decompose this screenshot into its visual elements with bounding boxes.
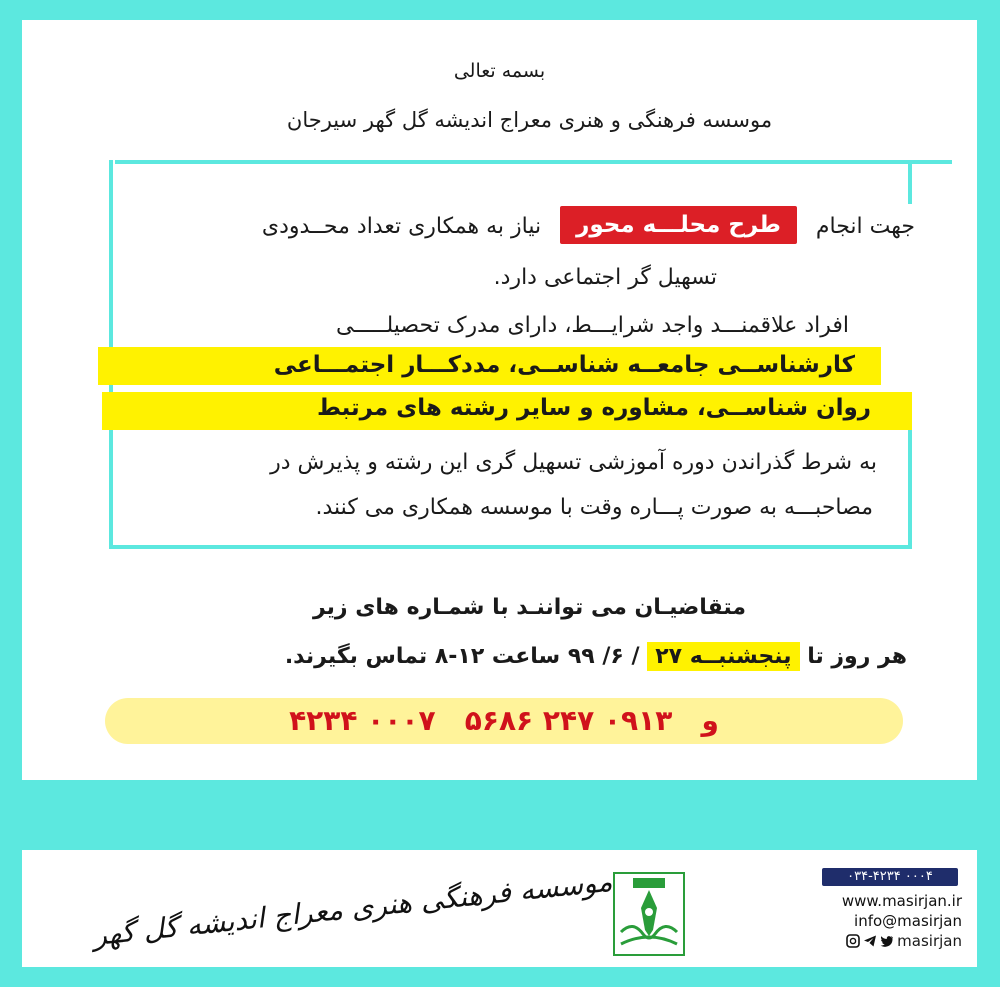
- announcement-line-2: تسهیل گر اجتماعی دارد.: [493, 265, 717, 290]
- frame-border-right: [908, 164, 912, 204]
- org-heading: موسسه فرهنگی و هنری معراج اندیشه گل گهر سیرجان: [286, 108, 773, 132]
- phone-numbers-pill: [105, 698, 903, 744]
- deadline-day-badge: پنجشنبــه ۲۷: [647, 642, 799, 671]
- social-row: [812, 932, 962, 950]
- field-of-study-1: کارشناســی جامعــه شناســی، مددکـــار اجتمـــاعی: [273, 352, 855, 378]
- contact-line-2: [285, 644, 907, 669]
- email-link[interactable]: info@masirjan: [854, 912, 962, 930]
- field-of-study-2: روان شناســی، مشاوره و سایر رشته های مرتبط: [316, 395, 871, 421]
- telegram-icon[interactable]: [863, 934, 877, 948]
- frame-border-top: [115, 160, 952, 164]
- org-logo-icon: [613, 872, 685, 956]
- frame-border-right: [908, 425, 912, 549]
- social-handle[interactable]: masirjan: [897, 932, 962, 950]
- frame-border-bottom: [109, 545, 912, 549]
- footer-band: [22, 780, 977, 850]
- announcement-line-1: [22, 206, 977, 244]
- website-link[interactable]: www.masirjan.ir: [841, 892, 962, 910]
- footer-phone[interactable]: ۰۳۴-۴۲۳۴ ۰۰۰۴: [822, 868, 958, 886]
- contact-line2-end: ساعت ۱۲-۸ تماس بگیرند.: [284, 644, 561, 669]
- logo-text: موسسه فرهنگی هنری معراج اندیشه گل گهر: [91, 864, 614, 953]
- twitter-icon[interactable]: [880, 934, 894, 948]
- announcement-line-6: به شرط گذراندن دوره آموزشی تسهیل گری این رشته و پذیرش در: [270, 450, 877, 475]
- contact-line-1: متقاضیـان می تواننـد با شمـاره های زیر: [312, 595, 747, 620]
- announcement-line-3: افراد علاقمنـــد واجد شرایـــط، دارای مدرک تحصیلـــــی: [335, 313, 849, 338]
- phone-number-2[interactable]: ۰۹۱۳ ۲۴۷ ۵۶۸۶: [464, 704, 673, 737]
- announcement-line-7: مصاحبـــه به صورت پـــاره وقت با موسسه همکاری می کنند.: [315, 495, 873, 520]
- phone-number-1[interactable]: ۴۲۳۴ ۰۰۰۷: [289, 704, 436, 737]
- instagram-icon[interactable]: [846, 934, 860, 948]
- line1-end: نیاز به همکاری تعداد محــدودی: [261, 213, 542, 239]
- basmala: بسمه تعالی: [453, 60, 546, 82]
- deadline-date-rest: / ۶/ ۹۹: [567, 644, 640, 669]
- phone-conjunction: و: [701, 704, 719, 737]
- project-name-badge: طرح محلـــه محور: [560, 206, 797, 244]
- announcement-card: [22, 20, 977, 967]
- contact-line2-start: هر روز تا: [807, 644, 907, 669]
- line1-start: جهت انجام: [815, 213, 915, 239]
